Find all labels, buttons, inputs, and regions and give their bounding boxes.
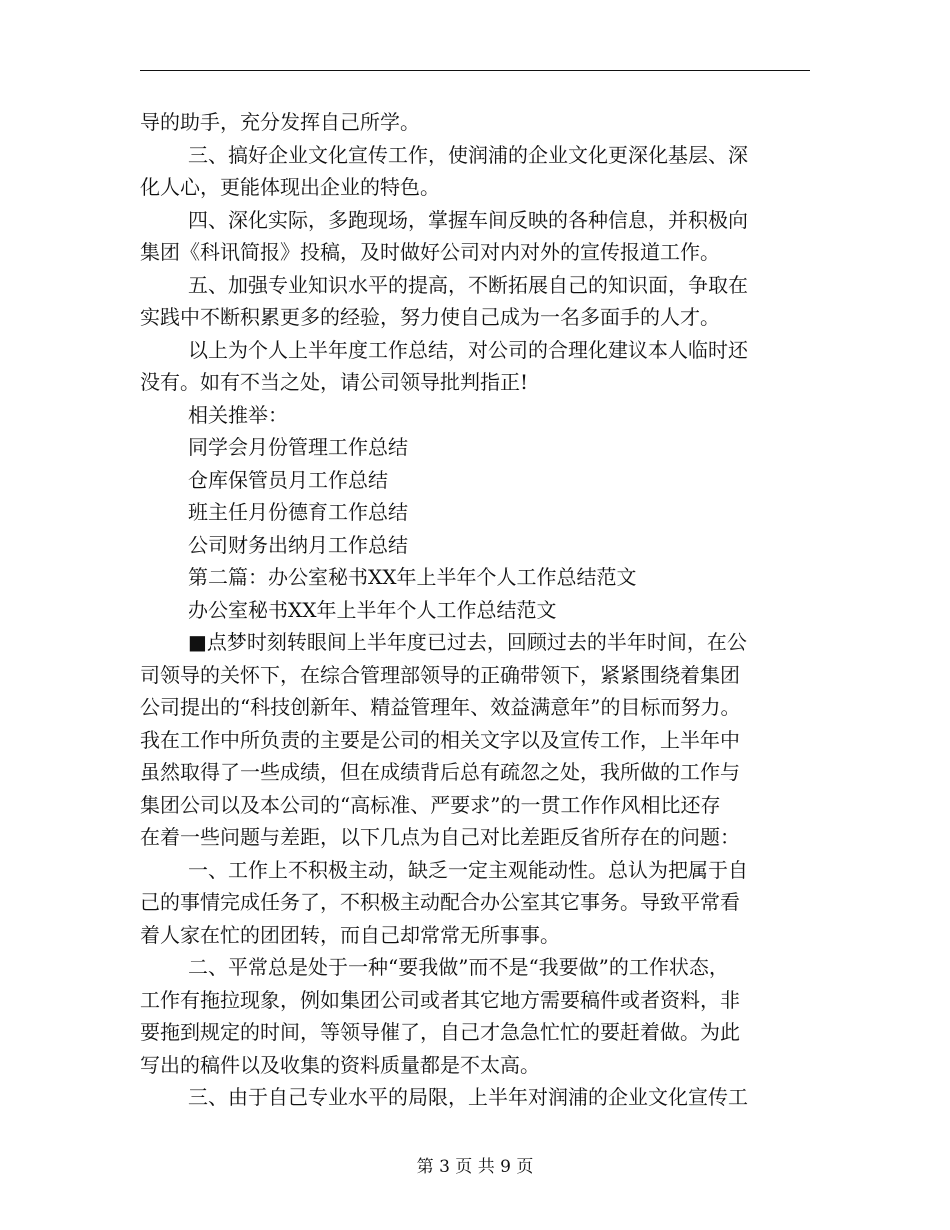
text-line: 公司财务出纳月工作总结 <box>188 532 408 557</box>
text-line: 四、深化实际，多跑现场，掌握车间反映的各种信息，并积极向 <box>188 207 748 232</box>
text-line: 司领导的关怀下，在综合管理部领导的正确带领下，紧紧围绕着集团 <box>140 662 740 687</box>
document-body <box>140 106 820 1114</box>
text-line: 己的事情完成任务了，不积极主动配合办公室其它事务。导致平常看 <box>140 890 740 914</box>
text-line: 写出的稿件以及收集的资料质量都是不太高。 <box>140 1052 540 1077</box>
text-line: 五、加强专业知识水平的提高，不断拓展自己的知识面，争取在 <box>188 272 748 297</box>
text-line: 在着一些问题与差距，以下几点为自己对比差距反省所存在的问题： <box>140 825 740 849</box>
text-line: 相关推举： <box>188 402 288 427</box>
text-line: 导的助手，充分发挥自己所学。 <box>140 110 420 134</box>
text-line: 同学会月份管理工作总结 <box>188 435 408 459</box>
text-line: 工作有拖拉现象，例如集团公司或者其它地方需要稿件或者资料，非 <box>140 987 740 1012</box>
text-line: 仓库保管员月工作总结 <box>188 467 388 492</box>
text-line: 实践中不断积累更多的经验，努力使自己成为一名多面手的人才。 <box>140 305 720 329</box>
text-line: 三、由于自己专业水平的局限，上半年对润浦的企业文化宣传工 <box>188 1085 748 1109</box>
text-line: 要拖到规定的时间，等领导催了，自己才急急忙忙的要赶着做。为此 <box>140 1020 740 1044</box>
text-line: ■点梦时刻转眼间上半年度已过去，回顾过去的半年时间，在公 <box>188 630 747 654</box>
text-line: 三、搞好企业文化宣传工作，使润浦的企业文化更深化基层、深 <box>188 142 748 167</box>
text-line: 办公室秘书XX年上半年个人工作总结范文 <box>188 597 557 622</box>
text-line: 化人心，更能体现出企业的特色。 <box>140 175 440 199</box>
text-line: 公司提出的“科技创新年、精益管理年、效益满意年”的目标而努力。 <box>140 695 741 719</box>
text-line: 第二篇：办公室秘书XX年上半年个人工作总结范文 <box>188 565 637 589</box>
text-line: 二、平常总是处于一种“要我做”而不是“我要做”的工作状态， <box>188 955 729 979</box>
page-footer: 第 3 页 共 9 页 <box>416 1157 534 1177</box>
text-line: 集团《科讯简报》投稿，及时做好公司对内对外的宣传报道工作。 <box>140 240 720 264</box>
text-line: 班主任月份德育工作总结 <box>188 500 408 524</box>
text-line: 集团公司以及本公司的“高标准、严要求”的一贯工作作风相比还存 <box>140 792 721 817</box>
text-line: 我在工作中所负责的主要是公司的相关文字以及宣传工作，上半年中 <box>140 727 740 752</box>
text-line: 没有。如有不当之处，请公司领导批判指正! <box>140 370 529 394</box>
text-line: 以上为个人上半年度工作总结，对公司的合理化建议本人临时还 <box>188 337 748 362</box>
text-line: 一、工作上不积极主动，缺乏一定主观能动性。总认为把属于自 <box>188 857 748 882</box>
text-line: 虽然取得了一些成绩，但在成绩背后总有疏忽之处，我所做的工作与 <box>140 760 740 784</box>
text-line: 着人家在忙的团团转，而自己却常常无所事事。 <box>140 922 560 947</box>
header-rule <box>140 70 810 71</box>
